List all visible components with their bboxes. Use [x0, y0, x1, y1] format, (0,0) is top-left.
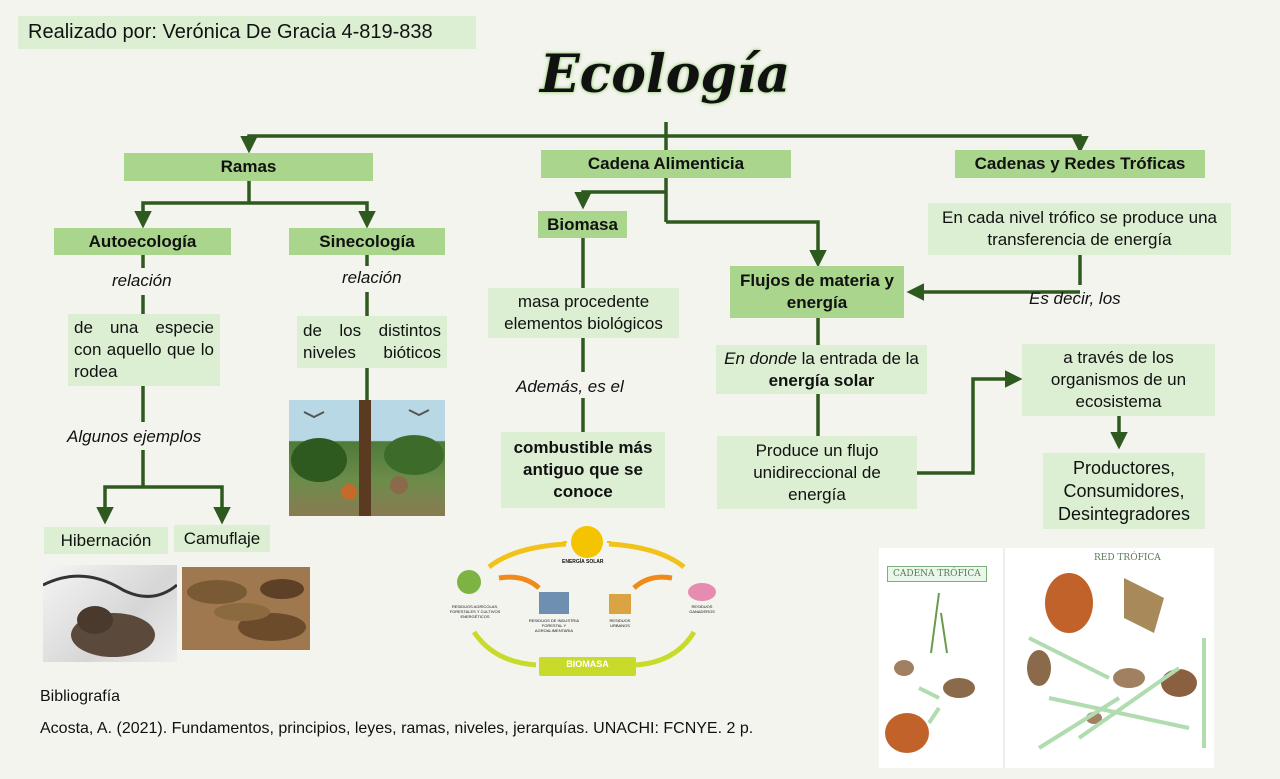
cadena-trofica-label: CADENA TRÓFICA	[887, 566, 987, 582]
page-title: Ecología	[540, 44, 791, 105]
source-ganaderos-label: RESIDUOS GANADEROS	[689, 604, 715, 614]
red-trofica-label: RED TRÓFICA	[1094, 553, 1161, 563]
source-urbanos-label: RESIDUOS URBANOS	[609, 618, 631, 628]
organismos-box: a través de los organismos de un ecosistema	[1022, 344, 1215, 416]
entrada-text: la entrada de la	[801, 349, 919, 368]
camouflage-gecko-image	[182, 567, 310, 650]
flujos-heading: Flujos de materia y energía	[730, 266, 904, 318]
energia-solar-text: energía solar	[768, 371, 875, 390]
ramas-heading: Ramas	[124, 153, 373, 181]
trophic-chain-web-image	[879, 548, 1214, 768]
transferencia-box: En cada nivel trófico se produce una transferencia de energía	[928, 203, 1231, 255]
bibliography-heading: Bibliografía	[40, 688, 121, 705]
sinecologia-description: de los distintos niveles bióticos	[297, 316, 447, 368]
biomasa-heading: Biomasa	[538, 211, 627, 238]
hibernating-bear-image	[43, 565, 177, 662]
redes-heading: Cadenas y Redes Tróficas	[955, 150, 1205, 178]
bibliography-reference: Acosta, A. (2021). Fundamentos, principios, leyes, ramas, niveles, jerarquías. UNACHI: FCNYE. 2 p.	[40, 720, 754, 737]
autoecologia-relation: relación	[112, 271, 172, 290]
es-decir-label: Es decir, los	[1029, 289, 1121, 308]
energia-solar-box	[716, 345, 927, 394]
combustible-box: combustible más antiguo que se conoce	[501, 432, 665, 508]
en-donde-text: En donde	[724, 349, 797, 368]
cadena-heading: Cadena Alimenticia	[541, 150, 791, 178]
biomasa-cycle-diagram	[444, 522, 728, 682]
biomasa-center-label: BIOMASA	[566, 659, 609, 669]
autoecologia-heading: Autoecología	[54, 228, 231, 255]
examples-label: Algunos ejemplos	[67, 427, 202, 446]
hibernacion-box: Hibernación	[44, 527, 168, 554]
sinecologia-heading: Sinecología	[289, 228, 445, 255]
sinecologia-relation: relación	[342, 268, 402, 287]
sun-label: ENERGÍA SOLAR	[562, 559, 604, 565]
biomasa-description: masa procedente elementos biológicos	[488, 288, 679, 338]
ademas-label: Además, es el	[516, 377, 624, 396]
source-industria-label: RESIDUOS DE INDUSTRIA FORESTAL Y AGROALIMENTARIA	[528, 618, 580, 633]
author-credit: Realizado por: Verónica De Gracia 4-819-838	[18, 16, 476, 49]
autoecologia-description: de una especie con aquello que lo rodea	[68, 314, 220, 386]
productores-box: Productores, Consumidores, Desintegradores	[1043, 453, 1205, 529]
camuflaje-box: Camuflaje	[174, 525, 270, 552]
sinecologia-forest-image	[289, 400, 445, 516]
source-agricola-label: RESIDUOS AGRÍCOLAS, FORESTALES Y CULTIVOS ENERGÉTICOS	[449, 604, 501, 619]
flujo-unidireccional-box: Produce un flujo unidireccional de energía	[717, 436, 917, 509]
